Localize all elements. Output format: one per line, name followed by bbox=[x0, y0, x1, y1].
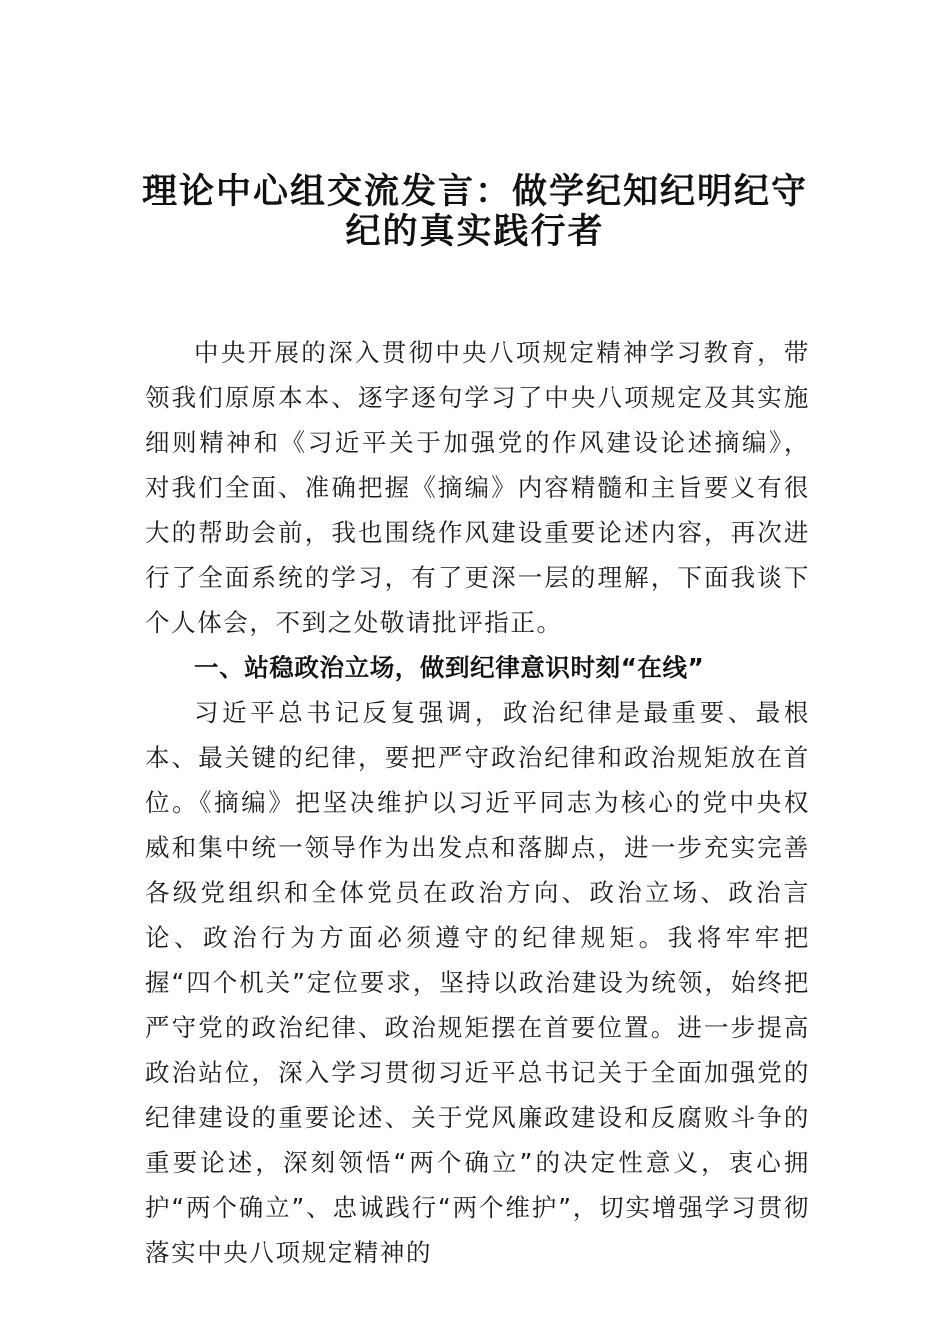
document-title-line-2: 纪的真实践行者 bbox=[345, 211, 605, 252]
section-heading-1: 一、站稳政治立场，做到纪律意识时刻“在线” bbox=[194, 653, 705, 682]
document-body bbox=[145, 330, 810, 1275]
paragraph-intro: 中央开展的深入贯彻中央八项规定精神学习教育，带领我们原原本本、逐字逐句学习了中央八项规定及其实施细则精神和《习近平关于加强党的作风建设论述摘编》，对我们全面、准确把握《摘编》内容精髓和主旨要义有很大的帮助会前，我也围绕作风建设重要论述内容，再次进行了全面系统的学习，有了更深一层的理解，下面我谈下个人体会，不到之处敬请批评指正。 bbox=[145, 338, 810, 637]
paragraph-section-1: 习近平总书记反复强调，政治纪律是最重要、最根本、最关键的纪律，要把严守政治纪律和政治规矩放在首位。《摘编》把坚决维护以习近平同志为核心的党中央权威和集中统一领导作为出发点和落脚点，进一步充实完善各级党组织和全体党员在政治方向、政治立场、政治言论、政治行为方面必须遵守的纪律规矩。我将牢牢把握“四个机关”定位要求，坚持以政治建设为统领，始终把严守党的政治纪律、政治规矩摆在首要位置。进一步提高政治站位，深入学习贯彻习近平总书记关于全面加强党的纪律建设的重要论述、关于党风廉政建设和反腐败斗争的重要论述，深刻领悟“两个确立”的决定性意义，衷心拥护“两个确立”、忠诚践行“两个维护”，切实增强学习贯彻落实中央八项规定精神的 bbox=[145, 698, 810, 1267]
document-title-line-1: 理论中心组交流发言：做学纪知纪明纪守 bbox=[141, 171, 808, 212]
